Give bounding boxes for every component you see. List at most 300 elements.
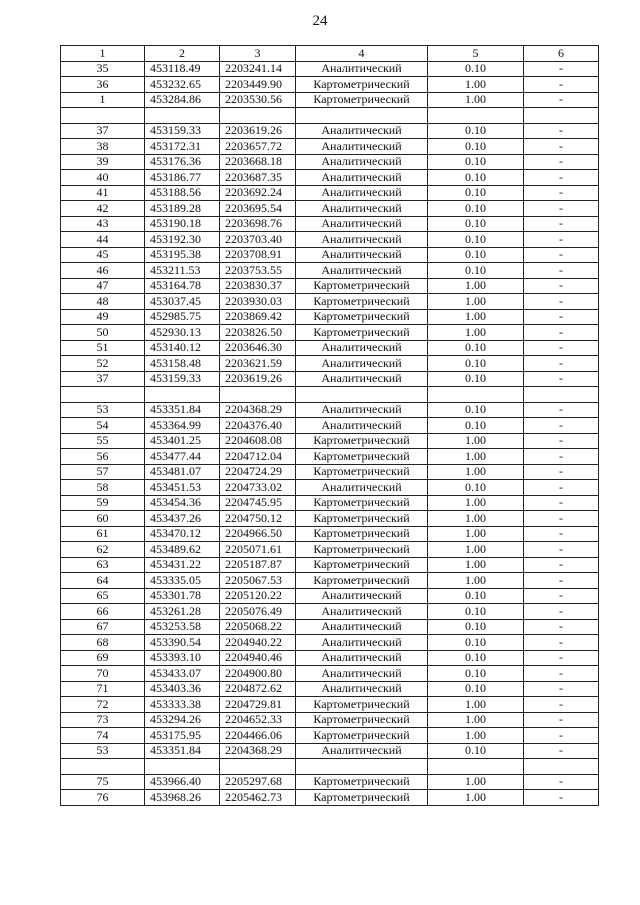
- method-cell: Аналитический: [296, 201, 428, 217]
- table-row: [61, 216, 599, 232]
- note-cell: -: [524, 247, 599, 263]
- note-cell: -: [524, 743, 599, 759]
- method-cell: Картометрический: [296, 464, 428, 480]
- table-row: [61, 356, 599, 372]
- method-cell: Аналитический: [296, 418, 428, 434]
- method-cell: Аналитический: [296, 356, 428, 372]
- method-cell: Картометрический: [296, 449, 428, 465]
- note-cell: -: [524, 495, 599, 511]
- table-row: [61, 650, 599, 666]
- accuracy-cell: 0.10: [428, 216, 524, 232]
- method-cell: Картометрический: [296, 433, 428, 449]
- x-coordinate-cell: 453333.38: [145, 697, 220, 713]
- method-cell: Аналитический: [296, 340, 428, 356]
- accuracy-cell: 1.00: [428, 325, 524, 341]
- y-coordinate-cell: 2203698.76: [220, 216, 296, 232]
- point-number-cell: 58: [61, 480, 145, 496]
- method-cell: Картометрический: [296, 697, 428, 713]
- x-coordinate-cell: 453301.78: [145, 588, 220, 604]
- x-coordinate-cell: [145, 759, 220, 775]
- y-coordinate-cell: 2203619.26: [220, 371, 296, 387]
- x-coordinate-cell: 453172.31: [145, 139, 220, 155]
- x-coordinate-cell: [145, 108, 220, 124]
- y-coordinate-cell: 2203830.37: [220, 278, 296, 294]
- note-cell: [524, 108, 599, 124]
- method-cell: [296, 759, 428, 775]
- accuracy-cell: 1.00: [428, 542, 524, 558]
- accuracy-cell: 0.10: [428, 650, 524, 666]
- method-cell: Картометрический: [296, 92, 428, 108]
- note-cell: -: [524, 185, 599, 201]
- point-number-cell: [61, 387, 145, 403]
- note-cell: -: [524, 294, 599, 310]
- note-cell: -: [524, 790, 599, 806]
- separator-row: [61, 108, 599, 124]
- point-number-cell: 37: [61, 371, 145, 387]
- accuracy-cell: 0.10: [428, 201, 524, 217]
- table-row: [61, 790, 599, 806]
- y-coordinate-cell: 2204466.06: [220, 728, 296, 744]
- accuracy-cell: 1.00: [428, 774, 524, 790]
- table-row: [61, 573, 599, 589]
- accuracy-cell: 0.10: [428, 61, 524, 77]
- table-row: [61, 201, 599, 217]
- note-cell: -: [524, 480, 599, 496]
- point-number-cell: 44: [61, 232, 145, 248]
- note-cell: -: [524, 619, 599, 635]
- y-coordinate-cell: 2204368.29: [220, 743, 296, 759]
- y-coordinate-cell: 2204900.80: [220, 666, 296, 682]
- point-number-cell: [61, 108, 145, 124]
- method-cell: Аналитический: [296, 154, 428, 170]
- y-coordinate-cell: 2203657.72: [220, 139, 296, 155]
- method-cell: Картометрический: [296, 495, 428, 511]
- method-cell: Аналитический: [296, 185, 428, 201]
- x-coordinate-cell: 453140.12: [145, 340, 220, 356]
- point-number-cell: 67: [61, 619, 145, 635]
- note-cell: -: [524, 201, 599, 217]
- y-coordinate-cell: 2203646.30: [220, 340, 296, 356]
- x-coordinate-cell: 453195.38: [145, 247, 220, 263]
- x-coordinate-cell: 453335.05: [145, 573, 220, 589]
- accuracy-cell: 1.00: [428, 526, 524, 542]
- method-cell: Аналитический: [296, 170, 428, 186]
- table-row: [61, 139, 599, 155]
- table-row: [61, 294, 599, 310]
- x-coordinate-cell: 453159.33: [145, 371, 220, 387]
- method-cell: Аналитический: [296, 232, 428, 248]
- point-number-cell: 45: [61, 247, 145, 263]
- y-coordinate-cell: 2203708.91: [220, 247, 296, 263]
- point-number-cell: 50: [61, 325, 145, 341]
- x-coordinate-cell: 453192.30: [145, 232, 220, 248]
- point-number-cell: 66: [61, 604, 145, 620]
- table-row: [61, 77, 599, 93]
- point-number-cell: 75: [61, 774, 145, 790]
- page-number: 24: [312, 13, 328, 29]
- note-cell: -: [524, 154, 599, 170]
- column-header: 4: [296, 46, 428, 62]
- y-coordinate-cell: [220, 108, 296, 124]
- table-row: [61, 604, 599, 620]
- x-coordinate-cell: 453431.22: [145, 557, 220, 573]
- note-cell: -: [524, 77, 599, 93]
- point-number-cell: 60: [61, 511, 145, 527]
- table-row: [61, 743, 599, 759]
- accuracy-cell: 1.00: [428, 309, 524, 325]
- accuracy-cell: 0.10: [428, 666, 524, 682]
- y-coordinate-cell: 2203241.14: [220, 61, 296, 77]
- x-coordinate-cell: 453968.26: [145, 790, 220, 806]
- point-number-cell: 69: [61, 650, 145, 666]
- method-cell: Аналитический: [296, 139, 428, 155]
- x-coordinate-cell: 453186.77: [145, 170, 220, 186]
- point-number-cell: 41: [61, 185, 145, 201]
- method-cell: Аналитический: [296, 681, 428, 697]
- y-coordinate-cell: 2204966.50: [220, 526, 296, 542]
- table-row: [61, 557, 599, 573]
- accuracy-cell: 0.10: [428, 681, 524, 697]
- point-number-cell: 43: [61, 216, 145, 232]
- x-coordinate-cell: 453470.12: [145, 526, 220, 542]
- table-row: [61, 635, 599, 651]
- note-cell: -: [524, 418, 599, 434]
- accuracy-cell: [428, 759, 524, 775]
- method-cell: Аналитический: [296, 61, 428, 77]
- point-number-cell: 48: [61, 294, 145, 310]
- point-number-cell: 40: [61, 170, 145, 186]
- y-coordinate-cell: 2203826.50: [220, 325, 296, 341]
- note-cell: -: [524, 402, 599, 418]
- x-coordinate-cell: 453390.54: [145, 635, 220, 651]
- method-cell: Аналитический: [296, 604, 428, 620]
- method-cell: Аналитический: [296, 263, 428, 279]
- x-coordinate-cell: 453176.36: [145, 154, 220, 170]
- point-number-cell: 76: [61, 790, 145, 806]
- point-number-cell: 53: [61, 402, 145, 418]
- note-cell: -: [524, 123, 599, 139]
- note-cell: [524, 387, 599, 403]
- method-cell: Картометрический: [296, 542, 428, 558]
- point-number-cell: 61: [61, 526, 145, 542]
- y-coordinate-cell: 2205297.68: [220, 774, 296, 790]
- y-coordinate-cell: 2205462.73: [220, 790, 296, 806]
- point-number-cell: 35: [61, 61, 145, 77]
- method-cell: Аналитический: [296, 635, 428, 651]
- note-cell: -: [524, 588, 599, 604]
- note-cell: -: [524, 340, 599, 356]
- y-coordinate-cell: 2204872.62: [220, 681, 296, 697]
- note-cell: -: [524, 697, 599, 713]
- point-number-cell: 36: [61, 77, 145, 93]
- note-cell: -: [524, 573, 599, 589]
- table-row: [61, 340, 599, 356]
- table-row: [61, 418, 599, 434]
- note-cell: [524, 759, 599, 775]
- x-coordinate-cell: 453351.84: [145, 743, 220, 759]
- table-row: [61, 185, 599, 201]
- y-coordinate-cell: 2203869.42: [220, 309, 296, 325]
- note-cell: -: [524, 464, 599, 480]
- note-cell: -: [524, 371, 599, 387]
- accuracy-cell: [428, 387, 524, 403]
- note-cell: -: [524, 433, 599, 449]
- separator-row: [61, 387, 599, 403]
- accuracy-cell: 0.10: [428, 604, 524, 620]
- accuracy-cell: 0.10: [428, 139, 524, 155]
- note-cell: -: [524, 650, 599, 666]
- accuracy-cell: 0.10: [428, 263, 524, 279]
- x-coordinate-cell: 453451.53: [145, 480, 220, 496]
- accuracy-cell: 0.10: [428, 232, 524, 248]
- table-row: [61, 588, 599, 604]
- table-row: [61, 170, 599, 186]
- table-row: [61, 464, 599, 480]
- point-number-cell: 72: [61, 697, 145, 713]
- point-number-cell: 46: [61, 263, 145, 279]
- table-header-row: [61, 46, 599, 62]
- accuracy-cell: 1.00: [428, 433, 524, 449]
- table-row: [61, 542, 599, 558]
- note-cell: -: [524, 526, 599, 542]
- accuracy-cell: 1.00: [428, 790, 524, 806]
- x-coordinate-cell: 453037.45: [145, 294, 220, 310]
- y-coordinate-cell: 2205076.49: [220, 604, 296, 620]
- x-coordinate-cell: 452985.75: [145, 309, 220, 325]
- table-row: [61, 511, 599, 527]
- x-coordinate-cell: 453118.49: [145, 61, 220, 77]
- accuracy-cell: 0.10: [428, 588, 524, 604]
- point-number-cell: 59: [61, 495, 145, 511]
- y-coordinate-cell: 2204733.02: [220, 480, 296, 496]
- accuracy-cell: 0.10: [428, 480, 524, 496]
- column-header: 1: [61, 46, 145, 62]
- y-coordinate-cell: 2204724.29: [220, 464, 296, 480]
- point-number-cell: 68: [61, 635, 145, 651]
- y-coordinate-cell: 2204368.29: [220, 402, 296, 418]
- y-coordinate-cell: 2203687.35: [220, 170, 296, 186]
- accuracy-cell: 0.10: [428, 185, 524, 201]
- method-cell: Картометрический: [296, 325, 428, 341]
- y-coordinate-cell: 2204750.12: [220, 511, 296, 527]
- y-coordinate-cell: 2204712.04: [220, 449, 296, 465]
- accuracy-cell: 1.00: [428, 712, 524, 728]
- accuracy-cell: 0.10: [428, 356, 524, 372]
- accuracy-cell: 0.10: [428, 418, 524, 434]
- x-coordinate-cell: [145, 387, 220, 403]
- method-cell: Картометрический: [296, 557, 428, 573]
- method-cell: Аналитический: [296, 402, 428, 418]
- y-coordinate-cell: 2205071.61: [220, 542, 296, 558]
- table-row: [61, 263, 599, 279]
- x-coordinate-cell: 453454.36: [145, 495, 220, 511]
- table-row: [61, 325, 599, 341]
- y-coordinate-cell: 2203703.40: [220, 232, 296, 248]
- note-cell: -: [524, 92, 599, 108]
- point-number-cell: 51: [61, 340, 145, 356]
- accuracy-cell: 0.10: [428, 247, 524, 263]
- accuracy-cell: 0.10: [428, 635, 524, 651]
- method-cell: Картометрический: [296, 309, 428, 325]
- table-row: [61, 309, 599, 325]
- x-coordinate-cell: 453284.86: [145, 92, 220, 108]
- x-coordinate-cell: 453364.99: [145, 418, 220, 434]
- accuracy-cell: 0.10: [428, 170, 524, 186]
- y-coordinate-cell: 2203449.90: [220, 77, 296, 93]
- x-coordinate-cell: 453966.40: [145, 774, 220, 790]
- y-coordinate-cell: 2204729.81: [220, 697, 296, 713]
- x-coordinate-cell: 453190.18: [145, 216, 220, 232]
- x-coordinate-cell: 453481.07: [145, 464, 220, 480]
- x-coordinate-cell: 453393.10: [145, 650, 220, 666]
- accuracy-cell: 0.10: [428, 123, 524, 139]
- y-coordinate-cell: [220, 759, 296, 775]
- note-cell: -: [524, 681, 599, 697]
- accuracy-cell: 0.10: [428, 371, 524, 387]
- coordinates-table-body: [61, 46, 599, 806]
- y-coordinate-cell: 2203621.59: [220, 356, 296, 372]
- x-coordinate-cell: 453261.28: [145, 604, 220, 620]
- accuracy-cell: [428, 108, 524, 124]
- y-coordinate-cell: 2203668.18: [220, 154, 296, 170]
- note-cell: -: [524, 712, 599, 728]
- point-number-cell: 52: [61, 356, 145, 372]
- x-coordinate-cell: 453188.56: [145, 185, 220, 201]
- point-number-cell: 39: [61, 154, 145, 170]
- note-cell: -: [524, 774, 599, 790]
- y-coordinate-cell: 2203530.56: [220, 92, 296, 108]
- point-number-cell: 42: [61, 201, 145, 217]
- y-coordinate-cell: 2203695.54: [220, 201, 296, 217]
- x-coordinate-cell: 453433.07: [145, 666, 220, 682]
- table-row: [61, 712, 599, 728]
- x-coordinate-cell: 453232.65: [145, 77, 220, 93]
- y-coordinate-cell: 2204608.08: [220, 433, 296, 449]
- x-coordinate-cell: 453437.26: [145, 511, 220, 527]
- note-cell: -: [524, 604, 599, 620]
- note-cell: -: [524, 232, 599, 248]
- method-cell: Картометрический: [296, 790, 428, 806]
- table-row: [61, 232, 599, 248]
- method-cell: Картометрический: [296, 278, 428, 294]
- table-row: [61, 774, 599, 790]
- y-coordinate-cell: 2204376.40: [220, 418, 296, 434]
- column-header: 3: [220, 46, 296, 62]
- y-coordinate-cell: 2203619.26: [220, 123, 296, 139]
- note-cell: -: [524, 139, 599, 155]
- accuracy-cell: 1.00: [428, 294, 524, 310]
- point-number-cell: 57: [61, 464, 145, 480]
- y-coordinate-cell: [220, 387, 296, 403]
- method-cell: Картометрический: [296, 728, 428, 744]
- point-number-cell: 56: [61, 449, 145, 465]
- method-cell: Аналитический: [296, 123, 428, 139]
- point-number-cell: 63: [61, 557, 145, 573]
- accuracy-cell: 1.00: [428, 449, 524, 465]
- accuracy-cell: 0.10: [428, 743, 524, 759]
- x-coordinate-cell: 453158.48: [145, 356, 220, 372]
- method-cell: Аналитический: [296, 650, 428, 666]
- accuracy-cell: 0.10: [428, 402, 524, 418]
- method-cell: Картометрический: [296, 77, 428, 93]
- note-cell: -: [524, 216, 599, 232]
- x-coordinate-cell: 453403.36: [145, 681, 220, 697]
- table-row: [61, 247, 599, 263]
- method-cell: Аналитический: [296, 619, 428, 635]
- point-number-cell: [61, 759, 145, 775]
- y-coordinate-cell: 2204940.22: [220, 635, 296, 651]
- x-coordinate-cell: 453253.58: [145, 619, 220, 635]
- method-cell: Аналитический: [296, 480, 428, 496]
- point-number-cell: 38: [61, 139, 145, 155]
- x-coordinate-cell: 452930.13: [145, 325, 220, 341]
- separator-row: [61, 759, 599, 775]
- point-number-cell: 64: [61, 573, 145, 589]
- point-number-cell: 65: [61, 588, 145, 604]
- y-coordinate-cell: 2204652.33: [220, 712, 296, 728]
- point-number-cell: 62: [61, 542, 145, 558]
- note-cell: -: [524, 325, 599, 341]
- method-cell: Аналитический: [296, 588, 428, 604]
- table-row: [61, 123, 599, 139]
- method-cell: Картометрический: [296, 294, 428, 310]
- x-coordinate-cell: 453211.53: [145, 263, 220, 279]
- table-row: [61, 278, 599, 294]
- note-cell: -: [524, 263, 599, 279]
- x-coordinate-cell: 453351.84: [145, 402, 220, 418]
- x-coordinate-cell: 453189.28: [145, 201, 220, 217]
- note-cell: -: [524, 666, 599, 682]
- point-number-cell: 53: [61, 743, 145, 759]
- table-row: [61, 728, 599, 744]
- point-number-cell: 73: [61, 712, 145, 728]
- x-coordinate-cell: 453401.25: [145, 433, 220, 449]
- column-header: 5: [428, 46, 524, 62]
- method-cell: Аналитический: [296, 371, 428, 387]
- accuracy-cell: 1.00: [428, 92, 524, 108]
- x-coordinate-cell: 453175.95: [145, 728, 220, 744]
- point-number-cell: 55: [61, 433, 145, 449]
- table-row: [61, 666, 599, 682]
- table-row: [61, 480, 599, 496]
- table-row: [61, 154, 599, 170]
- note-cell: -: [524, 557, 599, 573]
- table-row: [61, 449, 599, 465]
- accuracy-cell: 1.00: [428, 557, 524, 573]
- note-cell: -: [524, 449, 599, 465]
- point-number-cell: 49: [61, 309, 145, 325]
- table-row: [61, 371, 599, 387]
- method-cell: Аналитический: [296, 743, 428, 759]
- method-cell: Картометрический: [296, 511, 428, 527]
- accuracy-cell: 1.00: [428, 728, 524, 744]
- table-row: [61, 526, 599, 542]
- accuracy-cell: 1.00: [428, 697, 524, 713]
- note-cell: -: [524, 542, 599, 558]
- accuracy-cell: 1.00: [428, 573, 524, 589]
- method-cell: Картометрический: [296, 774, 428, 790]
- table-row: [61, 402, 599, 418]
- accuracy-cell: 1.00: [428, 278, 524, 294]
- x-coordinate-cell: 453159.33: [145, 123, 220, 139]
- method-cell: Аналитический: [296, 216, 428, 232]
- x-coordinate-cell: 453477.44: [145, 449, 220, 465]
- accuracy-cell: 1.00: [428, 77, 524, 93]
- note-cell: -: [524, 511, 599, 527]
- x-coordinate-cell: 453489.62: [145, 542, 220, 558]
- y-coordinate-cell: 2203692.24: [220, 185, 296, 201]
- table-row: [61, 495, 599, 511]
